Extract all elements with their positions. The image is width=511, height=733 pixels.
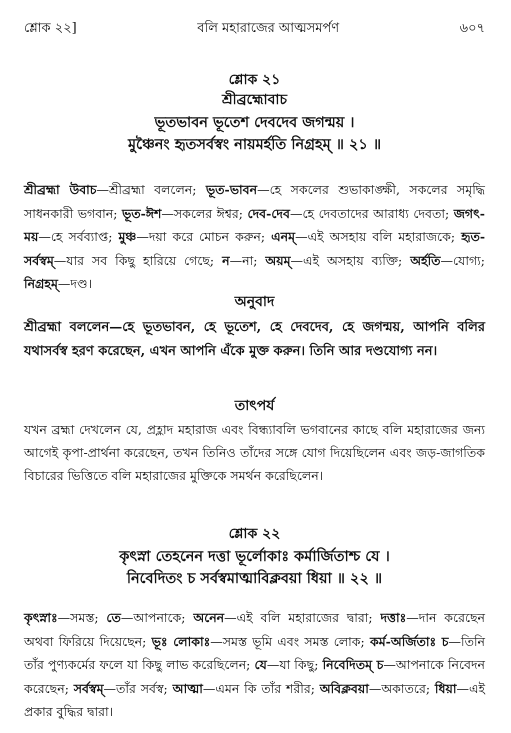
synonym-meaning: —হে দেবতাদের আরাধ্য দেবতা; bbox=[289, 205, 454, 221]
synonym-term: অনেন bbox=[193, 610, 225, 625]
verse-22-line-1: কৃৎস্না তেহনেন দত্তা ভূর্লোকাঃ কর্মার্জিতাশ্চ যে । bbox=[119, 548, 390, 565]
verse-22-number: শ্লোক ২২ bbox=[228, 526, 281, 542]
synonym-meaning: —দণ্ড। bbox=[57, 276, 93, 291]
translation-21-text: শ্রীব্রহ্মা বললেন—হে ভূতভাবন, হে ভূতেশ, হে দেবদেব, হে জগন্ময়, আপনি বলির যথাসর্বস্ব হরণ করেছেন, এখন আপনি এঁকে মুক্ত করুন। তিনি আর দণ্ডযোগ্য নন। bbox=[24, 320, 485, 359]
synonym-term: কর্ম-অর্জিতাঃ চ bbox=[370, 633, 449, 649]
translation-21-block bbox=[24, 292, 485, 364]
verse-21-speaker: শ্রীব্রহ্মোবাচ bbox=[222, 92, 287, 108]
synonym-meaning: —তিনি তাঁর পুণ্যকর্মের ফলে যা কিছু লাভ করেছিলেন; bbox=[24, 633, 485, 672]
synonym-term: দেব-দেব bbox=[247, 205, 290, 221]
synonym-term: মুঞ্চ bbox=[118, 229, 137, 244]
synonym-term: কৃৎস্নাঃ bbox=[24, 610, 58, 625]
purport-21-block bbox=[24, 396, 485, 487]
synonym-meaning: —এই অসহায় ব্যক্তি; bbox=[290, 252, 411, 268]
synonym-term: শ্রীব্রহ্মা উবাচ bbox=[24, 182, 97, 197]
purport-21-text: যখন ব্রহ্মা দেখলেন যে, প্রহ্লাদ মহারাজ এবং বিন্ধ্যাবলি ভগবানের কাছে বলি মহারাজের জন্য আগেই কৃপা-প্রার্থনা করেছেন, তখন তিনিও তাঁদের সঙ্গে যোগ দিয়েছিলেন এবং জড়-জাগতিক বিচারের ভিত্তিতে বলি মহারাজের মুক্তিকে সমর্থন করেছিলেন। bbox=[24, 422, 485, 483]
synonym-term: এনম্ bbox=[271, 229, 296, 244]
synonym-meaning: —যা কিছু; bbox=[266, 657, 323, 672]
synonym-term: তে bbox=[106, 610, 121, 625]
synonym-term: অর্হতি bbox=[410, 252, 441, 268]
synonym-meaning: —সমস্ত; bbox=[57, 610, 107, 625]
header-verse-ref: শ্লোক ২২] bbox=[24, 21, 77, 36]
synonym-term: ন bbox=[222, 252, 230, 268]
synonym-meaning: —দয়া করে মোচন করুন; bbox=[136, 229, 272, 244]
synonym-term: ভূত-ভাবন bbox=[205, 182, 258, 197]
synonym-meaning: —এই বলি মহারাজের দ্বারা; bbox=[224, 610, 381, 625]
verse-22-block bbox=[24, 524, 485, 590]
synonym-meaning: —যোগ্য; bbox=[440, 252, 485, 268]
synonym-term: যে bbox=[254, 657, 267, 672]
running-header bbox=[24, 20, 485, 38]
synonym-term: দত্তাঃ bbox=[380, 610, 407, 625]
translation-title: অনুবাদ bbox=[234, 294, 275, 310]
synonym-meaning: —আপনাকে নিবেদন করেছেন; bbox=[24, 657, 485, 696]
synonym-meaning: —না; bbox=[229, 252, 266, 268]
synonym-meaning: —এই প্রকার বুদ্ধির দ্বারা। bbox=[24, 680, 485, 719]
verse-21-line-1: ভূতভাবন ভূতেশ দেবদেব জগন্ময় । bbox=[154, 114, 355, 131]
synonym-meaning: —সকলের ঈশ্বর; bbox=[161, 205, 248, 221]
synonym-term: নিগ্রহম্ bbox=[24, 276, 58, 291]
synonym-term: অবিক্লবয়া bbox=[319, 680, 369, 696]
synonym-term: আত্মা bbox=[172, 680, 203, 696]
synonym-meaning: —সমস্ত ভূমি এবং সমস্ত লোক; bbox=[210, 633, 370, 649]
synonym-term: ভূত-ঈশ bbox=[121, 205, 162, 221]
synonym-meaning: —আপনাকে; bbox=[120, 610, 194, 625]
verse-21-number: শ্লোক ২১ bbox=[228, 72, 281, 88]
synonyms-22 bbox=[24, 606, 485, 724]
synonym-meaning: —হে সর্বব্যাপ্ত; bbox=[38, 229, 119, 244]
header-chapter-title: বলি মহারাজের আত্মসমর্পণ bbox=[197, 21, 340, 36]
synonym-meaning: —এমন কি তাঁর শরীর; bbox=[202, 680, 320, 696]
synonym-term: ভূঃ লোকাঃ bbox=[151, 633, 211, 649]
synonym-meaning: —তাঁর সর্বস্ব; bbox=[103, 680, 173, 696]
synonym-meaning: —যার সব কিছু হারিয়ে গেছে; bbox=[53, 252, 223, 268]
verse-22-line-2: নিবেদিতং চ সর্বস্বমাত্মাবিক্লবয়া ধিয়া ॥ ২২ ॥ bbox=[126, 570, 383, 587]
verse-21-line-2: মুঞ্চৈনং হৃতসর্বস্বং নায়মর্হতি নিগ্রহম্ ॥ ২১ ॥ bbox=[127, 136, 382, 153]
synonym-meaning: —দান করেছেন অথবা ফিরিয়ে দিয়েছেন; bbox=[24, 610, 486, 649]
synonym-meaning: —এই অসহায় বলি মহারাজকে; bbox=[295, 229, 462, 244]
synonym-term: অয়ম্ bbox=[265, 252, 291, 268]
purport-title: তাৎপর্য bbox=[234, 398, 275, 414]
synonym-term: ধিয়া bbox=[434, 680, 457, 696]
verse-21-block bbox=[24, 70, 485, 156]
synonym-term: সর্বস্বম্ bbox=[73, 680, 104, 696]
synonym-meaning: —অকাতরে; bbox=[368, 680, 435, 696]
header-page-number: ৬০৭ bbox=[459, 21, 485, 36]
synonym-meaning: —হে সকলের শুভাকাঙ্ক্ষী, সকলের সমৃদ্ধি সাধনকারী ভগবান; bbox=[24, 182, 485, 221]
synonym-term: হৃত-সর্বস্বম্ bbox=[24, 229, 486, 268]
synonym-term: জগৎ-ময় bbox=[24, 205, 485, 244]
synonyms-21 bbox=[24, 178, 485, 296]
synonym-term: নিবেদিতম্ চ bbox=[322, 657, 384, 672]
synonym-meaning: —শ্রীব্রহ্মা বললেন; bbox=[96, 182, 206, 197]
